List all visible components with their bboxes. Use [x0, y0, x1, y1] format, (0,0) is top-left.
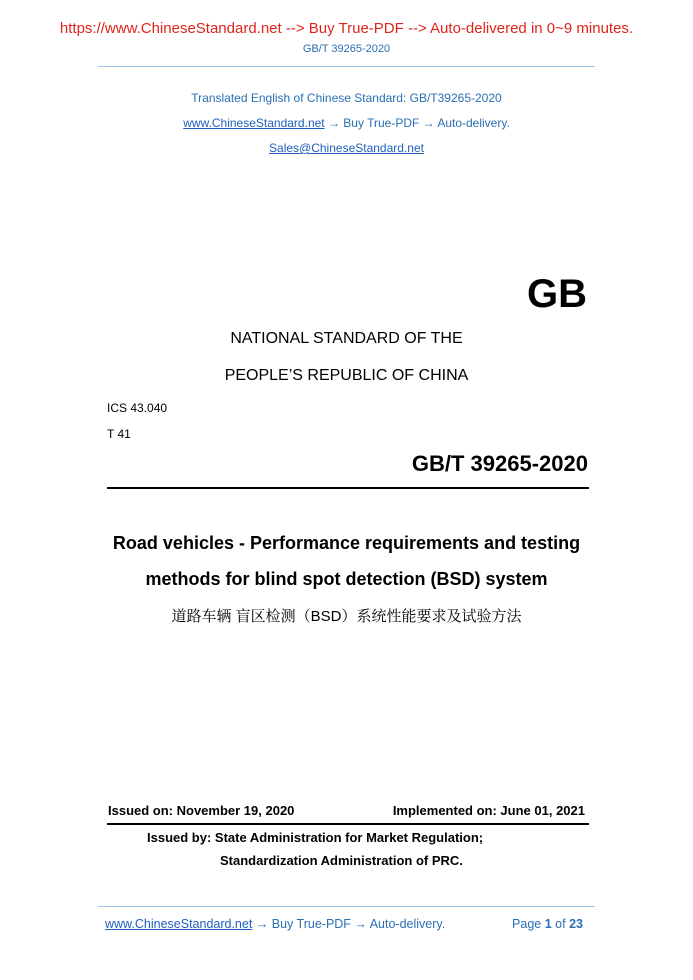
- header-divider: [98, 66, 595, 67]
- issued-by-line1: Issued by: State Administration for Market Regulation;: [147, 830, 484, 845]
- translation-line: Translated English of Chinese Standard: GB/T39265-2020: [191, 91, 502, 105]
- national-standard-line2: PEOPLE’S REPUBLIC OF CHINA: [224, 367, 469, 384]
- translation-site-line: [0, 116, 693, 130]
- page-total: 23: [569, 917, 583, 931]
- header-doc-id: GB/T 39265-2020: [302, 43, 391, 55]
- standard-number: GB/T 39265-2020: [411, 451, 588, 476]
- implemented-on: Implemented on: June 01, 2021: [392, 803, 585, 818]
- page-of: of: [555, 917, 566, 931]
- footer-buy-text: → Buy True-PDF → Auto-delivery.: [252, 917, 446, 931]
- gb-logo: GB: [527, 272, 587, 316]
- page-indicator: [512, 917, 583, 931]
- issued-rule: [107, 823, 589, 825]
- site-link[interactable]: www.ChineseStandard.net: [183, 116, 325, 130]
- page-current: 1: [544, 917, 552, 931]
- national-standard-line1: NATIONAL STANDARD OF THE: [230, 330, 463, 347]
- footer-divider: [98, 906, 595, 907]
- standard-number-rule: [107, 487, 589, 489]
- sales-email-link[interactable]: Sales@ChineseStandard.net: [269, 141, 424, 155]
- title-line1: Road vehicles - Performance requirements and testing: [112, 533, 581, 553]
- buy-text: → Buy True-PDF → Auto-delivery.: [324, 116, 510, 130]
- title-chinese: 道路车辆 盲区检测（BSD）系统性能要求及试验方法: [171, 608, 522, 625]
- title-line2: methods for blind spot detection (BSD) system: [145, 569, 548, 589]
- issued-on: Issued on: November 19, 2020: [108, 803, 295, 818]
- issued-by-line2: Standardization Administration of PRC.: [220, 853, 463, 868]
- top-banner[interactable]: https://www.ChineseStandard.net --> Buy True-PDF --> Auto-delivered in 0~9 minutes.: [59, 20, 634, 37]
- footer-site-link[interactable]: www.ChineseStandard.net: [105, 917, 253, 931]
- t-code: T 41: [107, 427, 131, 441]
- footer-links: [105, 917, 445, 931]
- email-line: [0, 141, 693, 155]
- ics-code: ICS 43.040: [107, 401, 168, 415]
- page-label: Page: [512, 917, 542, 931]
